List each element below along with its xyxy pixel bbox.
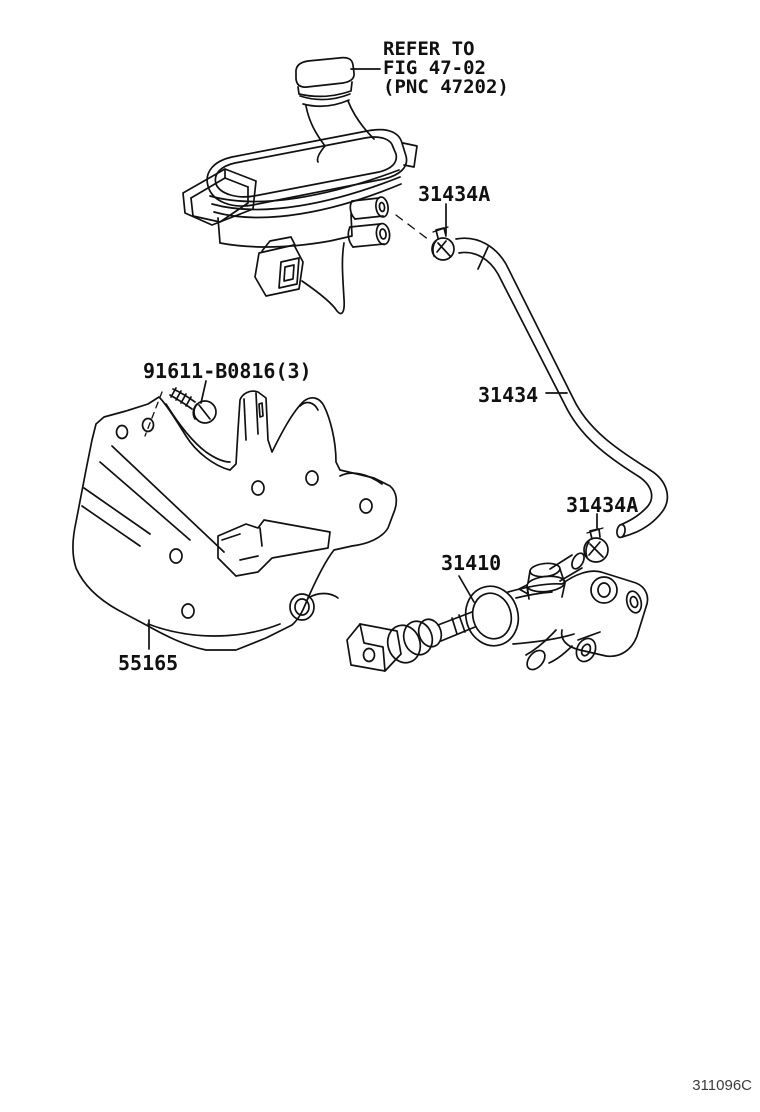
part-label-hose: 31434 [478,383,539,407]
figure-reference-line3: (PNC 47202) [383,76,509,98]
figure-reference-line1: REFER TO [383,38,475,60]
part-label-bolt: 91611-B0816(3) [143,359,312,383]
figure-reference [383,40,509,97]
level-sensor-connector-drawing [255,237,344,314]
drawing-code: 311096C [692,1077,752,1094]
figure-reference-line2: FIG 47-02 [383,57,486,79]
part-label-clamp-upper: 31434A [418,182,491,206]
reservoir-tank-drawing [183,58,417,247]
mounting-bracket-drawing [73,391,396,650]
hose-clamp-lower-drawing [584,528,608,562]
part-label-bracket: 55165 [118,651,179,675]
part-label-master-cylinder: 31410 [441,551,502,575]
part-label-clamp-lower: 31434A [566,493,639,517]
